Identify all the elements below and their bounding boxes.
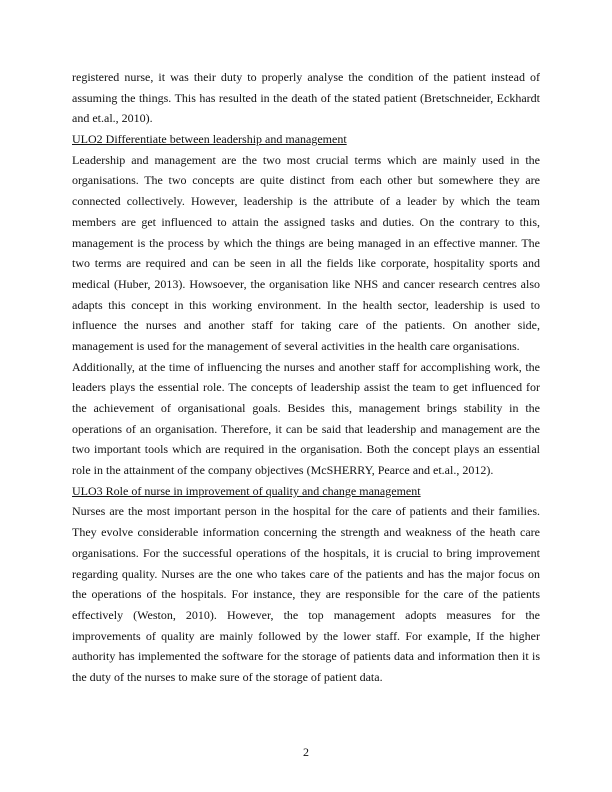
text-line: operations of an organisation. Therefore, it can be said that leadership and management are the <box>72 421 540 436</box>
text-line: role in the attainment of the company objectives (McSHERRY, Pearce and et.al., 2012). <box>72 463 494 478</box>
text-line: connected collectively. However, leadership is the attribute of a leader by which the team <box>72 194 540 209</box>
text-line: Nurses are the most important person in the hospital for the care of patients and their families. <box>72 504 540 519</box>
text-line: medical (Huber, 2013). Howsoever, the organisation like NHS and cancer research centres also <box>72 276 540 291</box>
text-line: organisations. The two concepts are quite distinct from each other but somewhere they are <box>72 173 540 188</box>
text-line: members are get influenced to attain the assigned tasks and duties. On the contrary to this, <box>72 214 540 229</box>
text-line: improvements of quality are mainly followed by the lower staff. For example, If the higher <box>72 628 540 643</box>
text-line: the duty of the nurses to make sure of the storage of patient data. <box>72 669 383 684</box>
text-line: organisations. For the successful operations of the hospitals, it is crucial to bring improvement <box>72 545 540 560</box>
text-line: leaders plays the essential role. The concepts of leadership assist the team to get influenced for <box>72 380 540 395</box>
text-line: authority has implemented the software for the storage of patients data and information then it is <box>72 649 540 664</box>
text-line: management is used for the management of several activities in the health care organisations. <box>72 338 520 353</box>
text-line: registered nurse, it was their duty to properly analyse the condition of the patient instead of <box>72 70 540 84</box>
text-line: the achievement of organisational goals. Besides this, management brings stability in the <box>72 401 540 415</box>
text-line: influence the nurses and another staff for taking care of the patients. On another side, <box>72 318 540 333</box>
text-line: and et.al., 2010). <box>72 111 153 126</box>
paragraph <box>72 357 540 481</box>
text-line: management is the process by which the things are being managed in an effective manner. The <box>72 235 540 250</box>
text-line: Leadership and management are the two most crucial terms which are mainly used in the <box>72 152 540 167</box>
text-line: effectively (Weston, 2010). However, the top management adopts measures for the <box>72 607 540 622</box>
text-line: regarding quality. Nurses are the one who takes care of the patients and has the major focus on <box>72 566 540 581</box>
section-heading: ULO2 Differentiate between leadership and management <box>72 132 347 147</box>
text-line: the operations of the hospitals. For instance, they are responsible for the care of the patients <box>72 587 540 602</box>
text-line: two terms are required and can be seen in all the fields like corporate, hospitality sports and <box>72 256 540 271</box>
paragraph <box>72 67 540 129</box>
section-heading: ULO3 Role of nurse in improvement of quality and change management <box>72 483 421 498</box>
paragraph <box>72 150 540 357</box>
text-line: assuming the things. This has resulted in the death of the stated patient (Bretschneider, Eckhardt <box>72 90 540 105</box>
document-body <box>72 67 540 688</box>
page-number: 2 <box>303 745 309 759</box>
text-line: adapts this concept in this working environment. In the health sector, leadership is used to <box>72 297 540 312</box>
text-line: They evolve considerable information concerning the strength and weakness of the heath care <box>72 525 540 540</box>
text-line: two important tools which are required in the organisation. Both the concept plays an essential <box>72 442 540 457</box>
text-line: Additionally, at the time of influencing the nurses and another staff for accomplishing work, the <box>72 359 540 374</box>
paragraph <box>72 501 540 687</box>
